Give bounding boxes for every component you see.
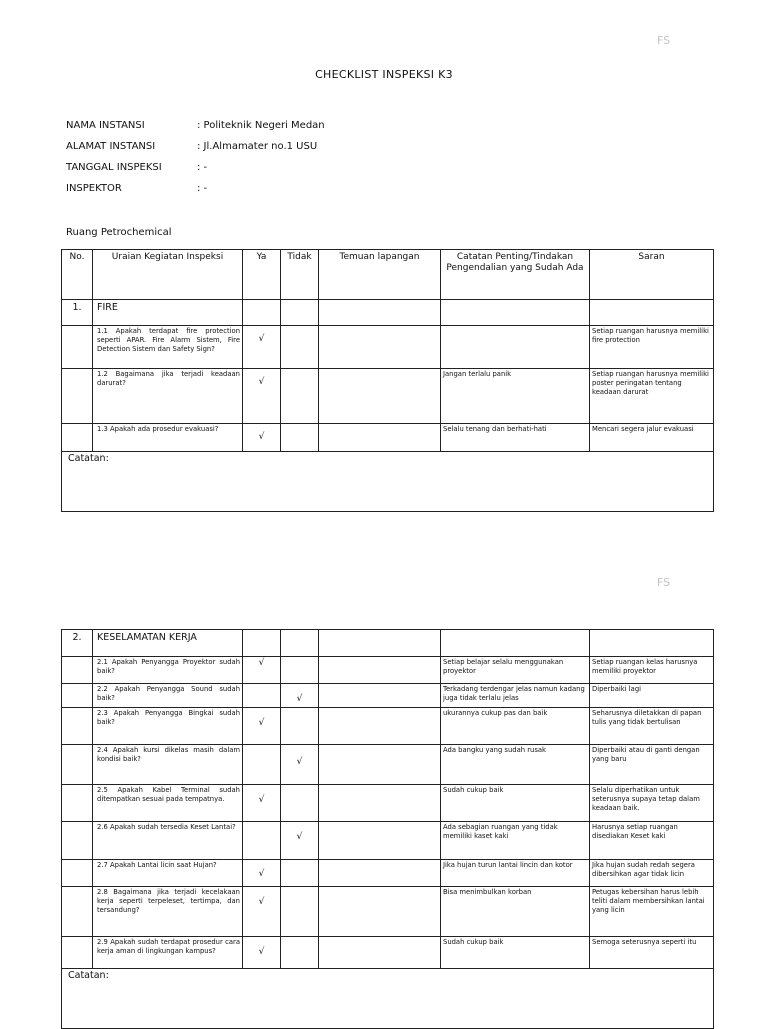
table-row xyxy=(62,745,714,785)
temuan-cell xyxy=(319,684,441,708)
info-value: : - xyxy=(197,183,208,194)
checklist-table-keselamatan xyxy=(61,629,714,1029)
ya-check-cell xyxy=(243,684,281,708)
table-row xyxy=(62,684,714,708)
tidak-check-cell xyxy=(281,822,319,860)
saran-cell: Seharusnya diletakkan di papan tulis yang tidak bertulisan xyxy=(590,708,714,745)
question-text: Apakah terdapat fire protection seperti APAR. Fire Alarm Sistem, Fire Detection Sistem dan Safety Sign? xyxy=(97,327,240,353)
saran-cell: Setiap ruangan harusnya memiliki poster peringatan tentang keadaan darurat xyxy=(590,369,714,424)
question-cell xyxy=(93,708,243,745)
header-temuan: Temuan lapangan xyxy=(319,250,441,300)
header-saran: Saran xyxy=(590,250,714,300)
saran-cell: Setiap ruangan kelas harusnya memiliki proyektor xyxy=(590,657,714,684)
table-row xyxy=(62,424,714,452)
saran-cell: Harusnya setiap ruangan disediakan Keset kaki xyxy=(590,822,714,860)
question-number: 2.7 xyxy=(97,861,108,869)
info-label: TANGGAL INSPEKSI xyxy=(66,162,162,173)
temuan-cell xyxy=(319,708,441,745)
question-cell xyxy=(93,369,243,424)
checklist-table-fire xyxy=(61,249,714,512)
catatan-cell xyxy=(441,326,590,369)
info-value: : Politeknik Negeri Medan xyxy=(197,120,325,131)
table-header-row xyxy=(62,250,714,300)
section-number: 2. xyxy=(62,630,93,657)
question-cell xyxy=(93,887,243,937)
info-value: : Jl.Almamater no.1 USU xyxy=(197,141,318,152)
catatan-cell: Jangan terlalu panik xyxy=(441,369,590,424)
temuan-cell xyxy=(319,785,441,822)
tidak-check-cell xyxy=(281,937,319,969)
tidak-check-cell xyxy=(281,745,319,785)
question-cell xyxy=(93,745,243,785)
question-number: 2.8 xyxy=(97,888,108,896)
temuan-cell xyxy=(319,326,441,369)
question-cell xyxy=(93,860,243,887)
question-cell xyxy=(93,785,243,822)
notes-label: Catatan: xyxy=(62,969,714,1029)
catatan-cell: Bisa menimbulkan korban xyxy=(441,887,590,937)
ya-check-cell xyxy=(243,785,281,822)
temuan-cell xyxy=(319,369,441,424)
table-row xyxy=(62,326,714,369)
temuan-cell xyxy=(319,860,441,887)
section-row xyxy=(62,630,714,657)
notes-label: Catatan: xyxy=(62,452,714,512)
ya-check-cell xyxy=(243,326,281,369)
check-mark: √ xyxy=(258,432,265,442)
section-number: 1. xyxy=(62,300,93,326)
info-value: : - xyxy=(197,162,208,173)
saran-cell: Semoga seterusnya seperti itu xyxy=(590,937,714,969)
section-row xyxy=(62,300,714,326)
ya-check-cell xyxy=(243,657,281,684)
check-mark: √ xyxy=(258,897,265,907)
question-text: Apakah sudah terdapat prosedur cara kerja aman di lingkungan kampus? xyxy=(97,938,240,955)
info-label: ALAMAT INSTANSI xyxy=(66,141,156,152)
table-row xyxy=(62,822,714,860)
watermark-middle: FS xyxy=(657,576,671,589)
ya-check-cell xyxy=(243,424,281,452)
ya-check-cell xyxy=(243,860,281,887)
notes-row xyxy=(62,969,714,1029)
question-number: 2.6 xyxy=(97,823,108,831)
tidak-check-cell xyxy=(281,785,319,822)
tidak-check-cell xyxy=(281,424,319,452)
catatan-cell: Ada bangku yang sudah rusak xyxy=(441,745,590,785)
table-row xyxy=(62,708,714,745)
catatan-cell: Sudah cukup baik xyxy=(441,785,590,822)
catatan-cell: Selalu tenang dan berhati-hati xyxy=(441,424,590,452)
question-text: Bagaimana jika terjadi keadaan darurat? xyxy=(97,370,240,387)
question-number: 2.3 xyxy=(97,709,108,717)
page-title: CHECKLIST INSPEKSI K3 xyxy=(315,68,453,81)
header-uraian: Uraian Kegiatan Inspeksi xyxy=(93,250,243,300)
catatan-cell: ukurannya cukup pas dan baik xyxy=(441,708,590,745)
info-label: INSPEKTOR xyxy=(66,183,122,194)
ya-check-cell xyxy=(243,887,281,937)
question-number: 1.1 xyxy=(97,327,108,335)
ya-check-cell xyxy=(243,369,281,424)
question-cell xyxy=(93,937,243,969)
tidak-check-cell xyxy=(281,887,319,937)
temuan-cell xyxy=(319,745,441,785)
question-text: Apakah kursi dikelas masih dalam kondisi baik? xyxy=(97,746,240,763)
question-text: Bagaimana jika terjadi kecelakaan kerja seperti terpeleset, tertimpa, dan tersandung? xyxy=(97,888,240,914)
ya-check-cell xyxy=(243,822,281,860)
table-row xyxy=(62,785,714,822)
question-text: Apakah Penyangga Proyektor sudah baik? xyxy=(97,658,240,675)
question-text: Apakah ada prosedur evakuasi? xyxy=(109,425,219,433)
check-mark: √ xyxy=(258,377,265,387)
saran-cell: Jika hujan sudah redah segera dibersihkan agar tidak licin xyxy=(590,860,714,887)
notes-row xyxy=(62,452,714,512)
question-number: 2.5 xyxy=(97,786,108,794)
check-mark: √ xyxy=(258,334,265,344)
question-cell xyxy=(93,326,243,369)
saran-cell: Mencari segera jalur evakuasi xyxy=(590,424,714,452)
question-cell xyxy=(93,657,243,684)
question-text: Apakah sudah tersedia Keset Lantai? xyxy=(109,823,236,831)
catatan-cell: Jika hujan turun lantai lincin dan kotor xyxy=(441,860,590,887)
ya-check-cell xyxy=(243,708,281,745)
temuan-cell xyxy=(319,822,441,860)
question-number: 1.2 xyxy=(97,370,108,378)
temuan-cell xyxy=(319,657,441,684)
catatan-cell: Terkadang terdengar jelas namun kadang juga tidak terlalu jelas xyxy=(441,684,590,708)
question-text: Apakah Lantai licin saat Hujan? xyxy=(109,861,217,869)
watermark-top: FS xyxy=(657,34,671,47)
catatan-cell: Setiap belajar selalu menggunakan proyektor xyxy=(441,657,590,684)
temuan-cell xyxy=(319,937,441,969)
section-title: FIRE xyxy=(93,300,243,326)
question-text: Apakah Kabel Terminal sudah ditempatkan sesuai pada tempatnya. xyxy=(97,786,240,803)
temuan-cell xyxy=(319,424,441,452)
ya-check-cell xyxy=(243,937,281,969)
table-row xyxy=(62,887,714,937)
catatan-cell: Ada sebagian ruangan yang tidak memiliki kaset kaki xyxy=(441,822,590,860)
table-row xyxy=(62,937,714,969)
check-mark: √ xyxy=(296,694,303,704)
temuan-cell xyxy=(319,887,441,937)
question-cell xyxy=(93,684,243,708)
tidak-check-cell xyxy=(281,326,319,369)
tidak-check-cell xyxy=(281,657,319,684)
header-no: No. xyxy=(62,250,93,300)
check-mark: √ xyxy=(258,795,265,805)
question-text: Apakah Penyangga Bingkai sudah baik? xyxy=(97,709,241,726)
question-cell xyxy=(93,424,243,452)
check-mark: √ xyxy=(258,947,265,957)
room-title: Ruang Petrochemical xyxy=(66,227,172,238)
check-mark: √ xyxy=(296,832,303,842)
saran-cell: Diperbaiki lagi xyxy=(590,684,714,708)
table-row xyxy=(62,657,714,684)
tidak-check-cell xyxy=(281,684,319,708)
question-cell xyxy=(93,822,243,860)
saran-cell: Selalu diperhatikan untuk seterusnya supaya tetap dalam keadaan baik. xyxy=(590,785,714,822)
table-row xyxy=(62,860,714,887)
section-title: KESELAMATAN KERJA xyxy=(93,630,243,657)
saran-cell: Setiap ruangan harusnya memiliki fire protection xyxy=(590,326,714,369)
check-mark: √ xyxy=(296,757,303,767)
header-catatan: Catatan Penting/Tindakan Pengendalian yang Sudah Ada xyxy=(441,250,590,300)
tidak-check-cell xyxy=(281,860,319,887)
table-row xyxy=(62,369,714,424)
check-mark: √ xyxy=(258,869,265,879)
catatan-cell: Sudah cukup baik xyxy=(441,937,590,969)
question-number: 2.1 xyxy=(97,658,108,666)
saran-cell: Diperbaiki atau di ganti dengan yang baru xyxy=(590,745,714,785)
question-number: 2.2 xyxy=(97,685,108,693)
check-mark: √ xyxy=(258,658,265,668)
tidak-check-cell xyxy=(281,369,319,424)
tidak-check-cell xyxy=(281,708,319,745)
check-mark: √ xyxy=(258,718,265,728)
saran-cell: Petugas kebersihan harus lebih teliti dalam membersihkan lantai yang licin xyxy=(590,887,714,937)
question-number: 2.4 xyxy=(97,746,108,754)
ya-check-cell xyxy=(243,745,281,785)
question-text: Apakah Penyangga Sound sudah baik? xyxy=(97,685,240,702)
question-number: 1.3 xyxy=(97,425,108,433)
header-ya: Ya xyxy=(243,250,281,300)
header-tidak: Tidak xyxy=(281,250,319,300)
info-label: NAMA INSTANSI xyxy=(66,120,145,131)
question-number: 2.9 xyxy=(97,938,108,946)
